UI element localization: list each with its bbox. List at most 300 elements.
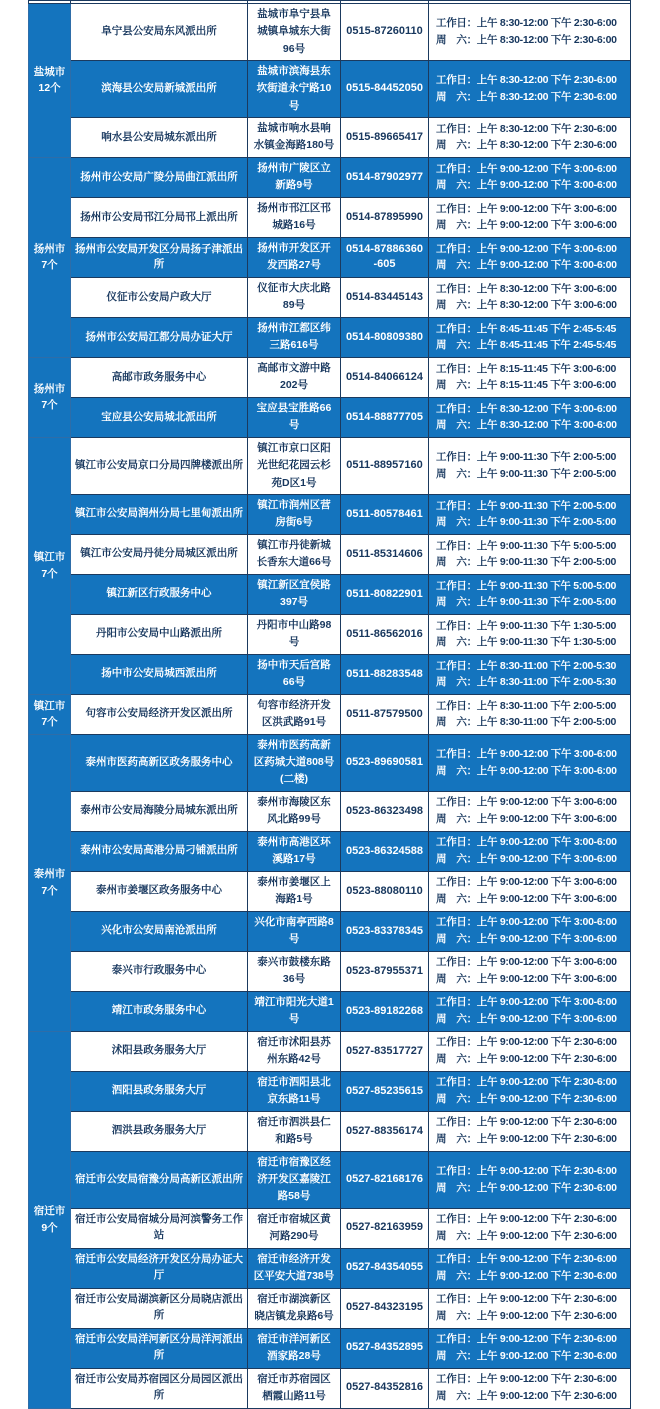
address-cell-text: 宿迁市湖滨新区晓店镇龙泉路6号 [254,1292,334,1323]
address-cell [248,614,341,654]
phone-cell-text: 0523-86323498 [345,804,424,817]
phone-cell-text: 0523-89690581 [345,756,424,769]
address-cell-text: 镇江市京口区阳光世纪花园云杉苑D区1号 [257,441,331,489]
hours-cell [429,1031,631,1071]
hours-cell-text: 工作日：上午 9:00-12:00 下午 3:00-6:00 [436,956,617,969]
phone-cell [341,1208,429,1248]
hours-cell-text: 周 六：上午 9:00-12:00 下午 3:00-6:00 [436,853,617,866]
office-name-cell-text: 句容市公安局经济开发区派出所 [85,707,233,720]
phone-cell [341,277,429,317]
address-cell [248,1151,341,1208]
office-row [29,494,631,534]
hours-cell [429,117,631,157]
office-row [29,1071,631,1111]
address-cell [248,117,341,157]
phone-cell [341,1248,429,1288]
hours-cell-text: 周 六：上午 9:00-11:30 下午 2:00-5:00 [436,596,617,609]
office-row [29,437,631,494]
office-name-cell [71,694,248,734]
hours-cell-text: 周 六：上午 9:00-12:00 下午 3:00-6:00 [436,933,617,946]
address-cell [248,734,341,791]
phone-cell-text: 0523-88080110 [346,884,423,897]
phone-cell-text: 0511-88957160 [346,459,423,472]
address-cell-text: 兴化市南亭西路8号 [254,915,334,946]
office-name-cell [71,437,248,494]
hours-cell [429,1288,631,1328]
phone-cell-text: 0527-88356174 [345,1124,424,1137]
office-row [29,1111,631,1151]
office-row [29,1368,631,1408]
hours-cell-text: 工作日：上午 9:00-12:00 下午 2:30-6:00 [436,1253,617,1266]
phone-cell-text: 0527-82168176 [345,1173,424,1186]
office-name-cell-text: 镇江市公安局润州分局七里甸派出所 [75,507,243,520]
address-cell-text: 泰州市海陵区东风北路99号 [257,795,331,826]
hours-cell [429,4,631,61]
hours-cell-text: 周 六：上午 8:15-11:45 下午 3:00-6:00 [436,379,617,392]
phone-cell-text: 0511-86562016 [346,627,423,640]
phone-cell [341,951,429,991]
office-name-cell-text: 泰州市医药高新区政务服务中心 [85,755,233,768]
office-name-cell [71,494,248,534]
hours-cell-text: 工作日：上午 9:00-12:00 下午 3:00-6:00 [436,836,617,849]
office-row [29,694,631,734]
hours-cell-text: 周 六：上午 9:00-12:00 下午 2:30-6:00 [436,1181,617,1194]
phone-cell [341,437,429,494]
phone-cell-text: 0527-83517727 [345,1044,424,1057]
phone-cell [341,694,429,734]
city-cell [29,157,71,357]
office-row [29,831,631,871]
office-name-cell-text: 镇江新区行政服务中心 [106,587,212,600]
address-cell-text: 扬中市天后宫路66号 [257,659,331,689]
office-name-cell [71,197,248,237]
office-name-cell [71,791,248,831]
phone-cell-text: 0511-80578461 [346,507,423,520]
hours-cell-text: 工作日：上午 9:00-12:00 下午 3:00-6:00 [436,796,617,809]
office-row [29,317,631,357]
address-cell [248,654,341,694]
office-row [29,1208,631,1248]
city-cell [29,1031,71,1408]
address-cell-text: 镇江新区宜侯路397号 [257,579,331,609]
office-row [29,397,631,437]
hours-cell-text: 工作日：上午 9:00-11:30 下午 2:00-5:00 [436,499,617,512]
hours-cell-text: 周 六：上午 9:00-12:00 下午 2:30-6:00 [436,1310,617,1323]
phone-cell-text: 0527-84352816 [345,1381,424,1394]
address-cell [248,4,341,61]
phone-cell [341,197,429,237]
phone-cell-text: 0523-83378345 [345,924,424,937]
phone-cell [341,1368,429,1408]
hours-cell [429,157,631,197]
phone-cell-text: 0515-84452050 [345,82,424,95]
hours-cell-text: 工作日：上午 8:30-12:00 下午 3:00-6:00 [436,282,617,295]
hours-cell-text: 工作日：上午 8:30-12:00 下午 3:00-6:00 [436,402,617,415]
city-name: 宿迁市 [33,1204,66,1217]
phone-cell [341,157,429,197]
phone-cell [341,1111,429,1151]
city-name: 盐城市 [33,65,66,78]
office-name-cell [71,1208,248,1248]
phone-cell [341,1031,429,1071]
phone-cell [341,614,429,654]
address-cell [248,60,341,117]
office-name-cell [71,357,248,397]
phone-cell-text: 0527-82163959 [345,1221,424,1234]
phone-cell-text: 0527-85235615 [345,1084,424,1097]
office-row [29,4,631,61]
address-cell [248,791,341,831]
office-name-cell [71,1031,248,1071]
city-cell [29,357,71,437]
hours-cell-text: 周 六：上午 9:00-12:00 下午 3:00-6:00 [436,259,617,272]
hours-cell-text: 周 六：上午 8:30-12:00 下午 3:00-6:00 [436,419,617,432]
phone-cell-text: 0527-84352895 [345,1341,424,1354]
address-cell-text: 宿迁市洋河新区酒家路28号 [257,1332,331,1363]
office-name-cell [71,4,248,61]
office-name-cell-text: 宝应县公安局城北派出所 [101,410,217,423]
office-name-cell [71,1071,248,1111]
hours-cell [429,1368,631,1408]
office-name-cell-text: 扬州市公安局江都分局办证大厅 [85,330,233,343]
address-cell-text: 宿迁市泗洪县仁和路5号 [257,1115,331,1146]
hours-cell [429,437,631,494]
hours-cell [429,397,631,437]
phone-cell-text: 0523-87955371 [345,964,424,977]
hours-cell-text: 周 六：上午 8:30-11:00 下午 2:00-5:30 [436,676,617,689]
hours-cell [429,1208,631,1248]
hours-cell-text: 周 六：上午 8:30-12:00 下午 2:30-6:00 [436,33,617,46]
office-name-cell-text: 镇江市公安局丹徒分局城区派出所 [80,547,238,560]
address-cell [248,494,341,534]
office-row [29,1328,631,1368]
hours-cell-text: 周 六：上午 9:00-11:30 下午 2:00-5:00 [436,516,617,529]
hours-cell [429,1071,631,1111]
office-row [29,534,631,574]
phone-cell [341,60,429,117]
address-cell-text: 高邮市文游中路202号 [257,362,331,392]
office-row [29,871,631,911]
phone-cell [341,397,429,437]
office-name-cell-text: 宿迁市公安局苏宿园区分局园区派出所 [75,1373,243,1402]
city-name: 泰州市 [33,867,66,880]
phone-cell-text: 0523-86324588 [345,844,424,857]
address-cell-text: 泰兴市鼓楼东路36号 [257,955,331,986]
address-cell-text: 镇江市润州区营房街6号 [257,499,331,529]
phone-cell-text: 0515-87260110 [346,25,423,38]
office-row [29,654,631,694]
hours-cell-text: 周 六：上午 9:00-12:00 下午 3:00-6:00 [436,893,617,906]
hours-cell [429,494,631,534]
hours-cell-text: 工作日：上午 8:30-11:00 下午 2:00-5:00 [436,699,617,712]
address-cell [248,1328,341,1368]
city-office-count: 7个 [41,259,58,272]
office-name-cell-text: 阜宁县公安局东风派出所 [101,25,217,38]
city-name: 扬州市 [33,242,66,255]
office-name-cell-text: 靖江市政务服务中心 [111,1004,207,1017]
office-name-cell-text: 宿迁市公安局洋河新区分局洋河派出所 [75,1333,243,1362]
address-cell [248,1288,341,1328]
address-cell [248,871,341,911]
office-name-cell-text: 滨海县公安局新城派出所 [101,82,217,95]
hours-cell-text: 周 六：上午 9:00-12:00 下午 2:30-6:00 [436,1270,617,1283]
city-cell [29,734,71,1031]
hours-cell-text: 周 六：上午 9:00-12:00 下午 3:00-6:00 [436,813,617,826]
office-name-cell [71,1328,248,1368]
hours-cell-text: 工作日：上午 9:00-11:30 下午 1:30-5:00 [436,619,617,632]
office-row [29,197,631,237]
phone-cell [341,1328,429,1368]
phone-cell [341,734,429,791]
phone-cell-text: -605 [373,258,396,271]
phone-cell [341,911,429,951]
hours-cell-text: 周 六：上午 8:30-12:00 下午 2:30-6:00 [436,139,617,152]
office-name-cell [71,1111,248,1151]
hours-cell-text: 工作日：上午 9:00-11:30 下午 2:00-5:00 [436,451,617,464]
office-name-cell-text: 宿迁市公安局宿豫分局高新区派出所 [75,1172,243,1185]
office-name-cell [71,397,248,437]
office-row [29,791,631,831]
hours-cell-text: 工作日：上午 9:00-12:00 下午 3:00-6:00 [436,162,617,175]
address-cell [248,831,341,871]
office-row [29,734,631,791]
hours-cell [429,1151,631,1208]
office-name-cell [71,991,248,1031]
phone-cell [341,1288,429,1328]
phone-cell [341,1071,429,1111]
address-cell [248,437,341,494]
hours-cell [429,237,631,277]
hours-cell [429,357,631,397]
address-cell-text: 靖江市阳光大道1号 [254,995,334,1026]
hours-cell [429,60,631,117]
address-cell [248,197,341,237]
office-row [29,1248,631,1288]
hours-cell [429,991,631,1031]
hours-cell-text: 工作日：上午 9:00-12:00 下午 2:30-6:00 [436,1373,617,1386]
office-name-cell [71,1288,248,1328]
hours-cell [429,791,631,831]
hours-cell-text: 周 六：上午 9:00-12:00 下午 3:00-6:00 [436,973,617,986]
address-cell [248,574,341,614]
address-cell-text: 泰州市医药高新区药城大道808号(二楼) [253,738,335,786]
hours-cell-text: 周 六：上午 9:00-11:30 下午 1:30-5:00 [436,636,617,649]
address-cell-text: 扬州市广陵区立新路9号 [257,162,331,192]
phone-cell [341,654,429,694]
phone-cell-text: 0511-85314606 [346,547,423,560]
office-name-cell-text: 扬州市公安局广陵分局曲江派出所 [80,170,238,183]
office-row [29,237,631,277]
phone-cell-text: 0514-87902977 [345,170,424,183]
address-cell [248,237,341,277]
phone-cell [341,357,429,397]
office-name-cell-text: 宿迁市公安局经济开发区分局办证大厅 [75,1253,243,1282]
office-row [29,1031,631,1071]
office-row [29,614,631,654]
phone-cell [341,1151,429,1208]
phone-cell [341,791,429,831]
address-cell-text: 宿迁市经济开发区平安大道738号 [253,1252,335,1283]
address-cell [248,1248,341,1288]
office-name-cell [71,1368,248,1408]
hours-cell-text: 工作日：上午 8:30-12:00 下午 2:30-6:00 [436,122,617,135]
phone-cell-text: 0514-87886360 [345,242,424,255]
office-name-cell-text: 泰州市姜堰区政务服务中心 [96,884,222,897]
office-name-cell-text: 扬州市公安局开发区分局扬子津派出所 [75,242,243,271]
hours-cell-text: 工作日：上午 9:00-12:00 下午 2:30-6:00 [436,1036,617,1049]
address-cell [248,951,341,991]
phone-cell-text: 0514-88877705 [345,410,424,423]
office-name-cell-text: 沭阳县政务服务大厅 [111,1044,207,1057]
hours-cell [429,1248,631,1288]
city-office-count: 7个 [41,716,58,729]
office-row [29,911,631,951]
hours-cell-text: 工作日：上午 9:00-12:00 下午 3:00-6:00 [436,996,617,1009]
hours-cell-text: 工作日：上午 9:00-12:00 下午 2:30-6:00 [436,1213,617,1226]
address-cell-text: 泰州市姜堰区上海路1号 [257,875,331,906]
hours-cell-text: 周 六：上午 8:45-11:45 下午 2:45-5:45 [436,339,617,352]
phone-cell [341,574,429,614]
address-cell [248,317,341,357]
hours-cell-text: 工作日：上午 9:00-11:30 下午 5:00-5:00 [436,579,617,592]
phone-cell [341,117,429,157]
office-name-cell [71,734,248,791]
phone-cell-text: 0514-83445143 [345,290,424,303]
address-cell [248,534,341,574]
hours-cell [429,654,631,694]
hours-cell-text: 工作日：上午 8:30-12:00 下午 2:30-6:00 [436,74,617,87]
address-cell-text: 盐城市滨海县东坎街道永宁路10号 [256,64,332,112]
address-cell-text: 宿迁市沭阳县苏州东路42号 [257,1035,331,1066]
city-cell [29,437,71,694]
hours-cell-text: 周 六：上午 9:00-11:30 下午 2:00-5:00 [436,556,617,569]
office-row [29,951,631,991]
office-name-cell-text: 泗洪县政务服务大厅 [111,1124,207,1137]
address-cell-text: 扬州市邗江区邗城路16号 [257,202,331,232]
hours-cell [429,911,631,951]
hours-cell-text: 周 六：上午 9:00-12:00 下午 2:30-6:00 [436,1093,617,1106]
office-name-cell-text: 宿迁市公安局宿城分局河滨警务工作站 [75,1213,243,1242]
phone-cell-text: 0511-87579500 [346,707,423,720]
hours-cell [429,1111,631,1151]
city-office-count: 12个 [38,82,61,95]
hours-cell [429,871,631,911]
office-row [29,157,631,197]
office-name-cell [71,1248,248,1288]
office-name-cell [71,574,248,614]
address-cell [248,911,341,951]
office-name-cell-text: 泰州市公安局海陵分局城东派出所 [80,804,238,817]
office-name-cell [71,534,248,574]
office-name-cell-text: 扬州市公安局邗江分局邗上派出所 [80,210,238,223]
hours-cell-text: 工作日：上午 9:00-12:00 下午 3:00-6:00 [436,876,617,889]
phone-cell [341,534,429,574]
office-row [29,117,631,157]
address-cell [248,694,341,734]
hours-cell [429,694,631,734]
hours-cell-text: 工作日：上午 9:00-12:00 下午 3:00-6:00 [436,202,617,215]
city-cell [29,694,71,734]
phone-cell [341,237,429,277]
phone-cell [341,4,429,61]
address-cell [248,277,341,317]
hours-cell-text: 工作日：上午 9:00-12:00 下午 2:30-6:00 [436,1164,617,1177]
phone-cell [341,871,429,911]
office-name-cell-text: 泰兴市行政服务中心 [111,964,207,977]
phone-cell [341,494,429,534]
address-cell-text: 宿迁市苏宿园区栖霞山路11号 [257,1372,331,1403]
phone-cell [341,317,429,357]
hours-cell-text: 周 六：上午 9:00-11:30 下午 2:00-5:00 [436,467,617,480]
office-name-cell-text: 响水县公安局城东派出所 [101,130,217,143]
address-cell [248,1071,341,1111]
phone-cell-text: 0514-87895990 [345,210,424,223]
hours-cell-text: 工作日：上午 8:15-11:45 下午 3:00-6:00 [436,362,617,375]
hours-cell [429,951,631,991]
address-cell [248,357,341,397]
hours-cell-text: 工作日：上午 9:00-12:00 下午 3:00-6:00 [436,747,617,760]
address-cell-text: 泰州市高港区环溪路17号 [257,835,331,866]
hours-cell-text: 工作日：上午 8:45-11:45 下午 2:45-5:45 [436,322,617,335]
office-name-cell-text: 仪征市公安局户政大厅 [106,290,212,303]
office-row [29,357,631,397]
address-cell [248,1368,341,1408]
hours-cell-text: 周 六：上午 9:00-12:00 下午 3:00-6:00 [436,179,617,192]
address-cell-text: 仪征市大庆北路89号 [257,282,331,312]
hours-cell-text: 周 六：上午 8:30-12:00 下午 2:30-6:00 [436,90,617,103]
hours-cell-text: 工作日：上午 8:30-11:00 下午 2:00-5:30 [436,659,617,672]
office-name-cell-text: 丹阳市公安局中山路派出所 [96,627,222,640]
city-office-count: 7个 [41,399,58,412]
phone-cell-text: 0527-84323195 [345,1301,424,1314]
address-cell-text: 宿迁市宿城区黄河路290号 [257,1212,331,1243]
office-name-cell-text: 高邮市政务服务中心 [111,370,207,383]
office-name-cell [71,237,248,277]
hours-cell-text: 工作日：上午 9:00-12:00 下午 2:30-6:00 [436,1333,617,1346]
phone-cell-text: 0523-89182268 [345,1004,424,1017]
office-name-cell-text: 兴化市公安局南沧派出所 [101,924,217,937]
hours-cell [429,197,631,237]
hours-cell-text: 周 六：上午 9:00-12:00 下午 3:00-6:00 [436,764,617,777]
office-name-cell [71,614,248,654]
office-name-cell-text: 宿迁市公安局湖滨新区分局晓店派出所 [75,1293,243,1322]
phone-cell-text: 0511-80822901 [346,587,423,600]
address-cell-text: 镇江市丹徒新城长香东大道66号 [256,539,332,569]
office-hours-table [28,0,631,1409]
office-row [29,574,631,614]
hours-cell [429,1328,631,1368]
address-cell-text: 宿迁市宿豫区经济开发区嘉陵江路58号 [257,1155,331,1203]
office-name-cell [71,277,248,317]
office-name-cell-text: 泗阳县政务服务大厅 [111,1084,207,1097]
address-cell-text: 宝应县宝胜路66号 [256,402,332,432]
address-cell-text: 句容市经济开发区洪武路91号 [257,699,331,729]
office-name-cell [71,317,248,357]
office-name-cell [71,654,248,694]
hours-cell [429,831,631,871]
hours-cell-text: 工作日：上午 9:00-11:30 下午 5:00-5:00 [436,539,617,552]
office-name-cell-text: 泰州市公安局高港分局刁铺派出所 [80,844,238,857]
phone-cell-text: 0511-88283548 [346,667,423,680]
phone-cell-text: 0515-89665417 [345,130,424,143]
address-cell [248,397,341,437]
hours-cell-text: 周 六：上午 9:00-12:00 下午 3:00-6:00 [436,219,617,232]
office-name-cell [71,911,248,951]
city-name: 镇江市 [33,699,66,712]
city-name: 扬州市 [33,382,66,395]
hours-cell-text: 周 六：上午 9:00-12:00 下午 3:00-6:00 [436,1013,617,1026]
city-cell [29,4,71,158]
